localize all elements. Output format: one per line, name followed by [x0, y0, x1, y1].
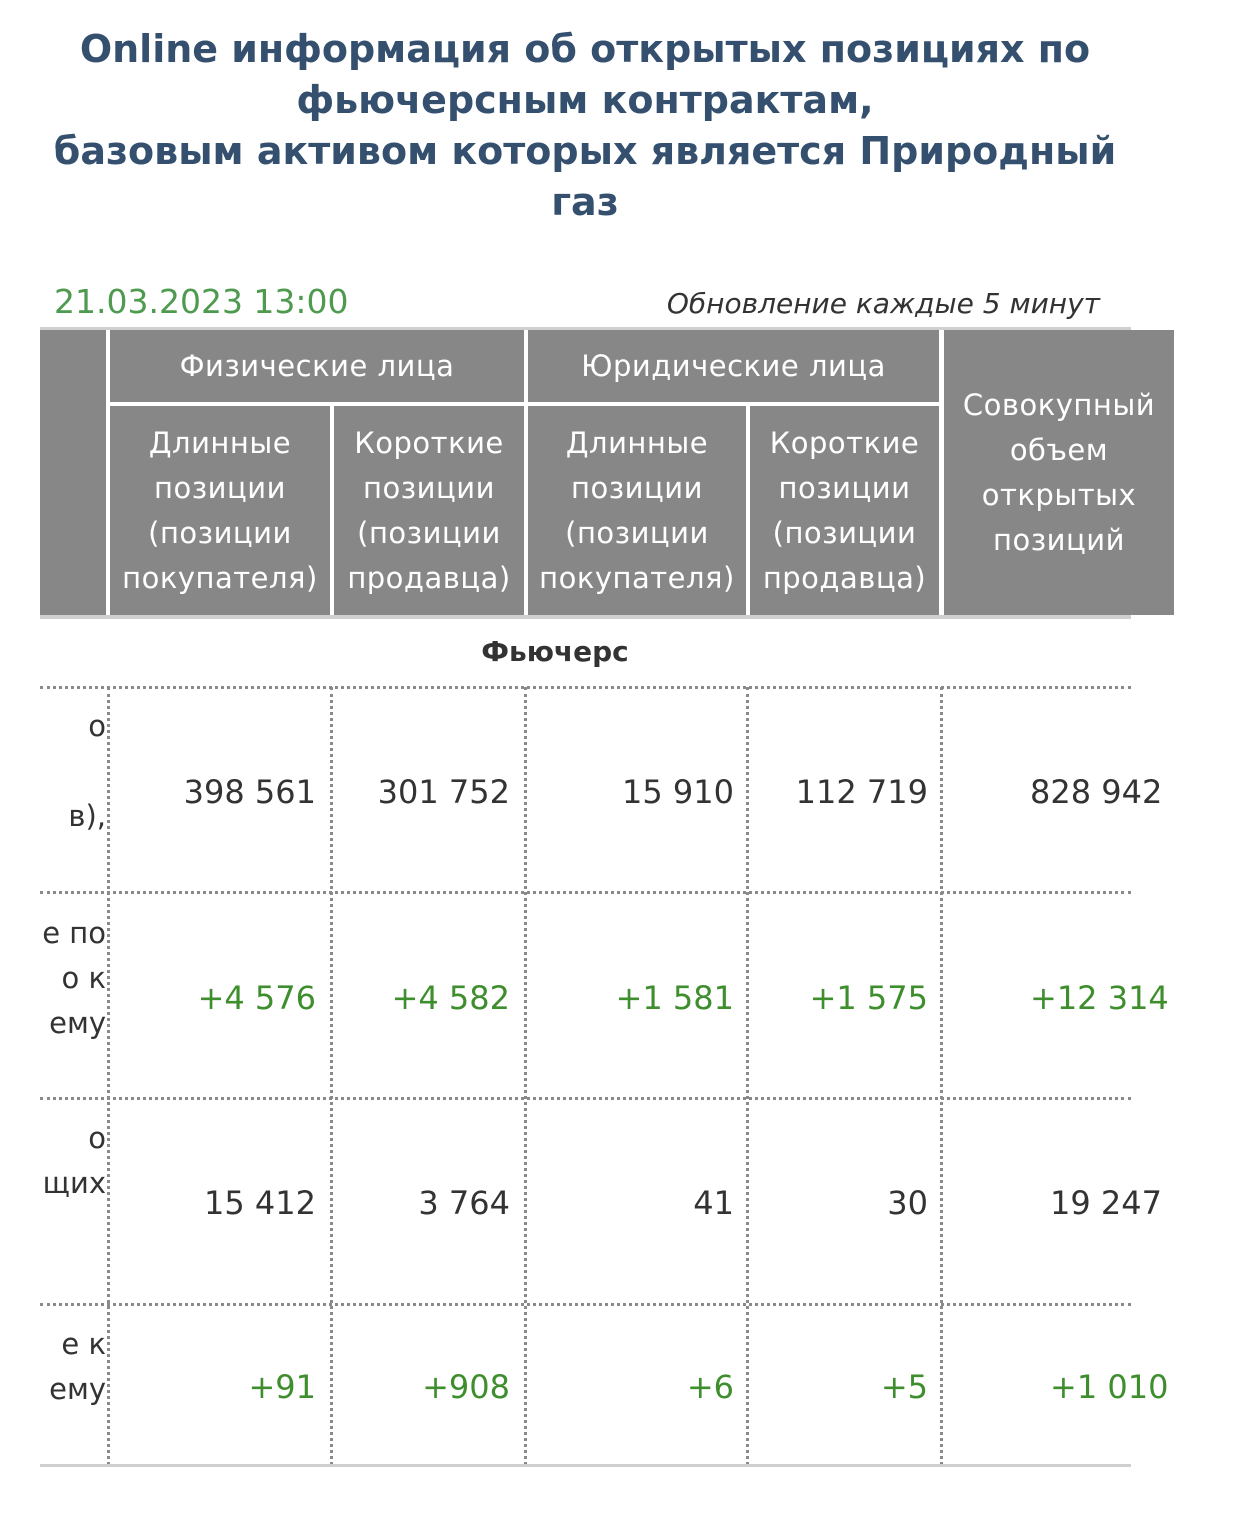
row1-total: 828 942 — [1030, 773, 1163, 811]
row2-individuals-long: +4 576 — [197, 979, 316, 1017]
row1-individuals-short: 301 752 — [377, 773, 510, 811]
header-long-line: покупателя) — [122, 560, 318, 595]
row2-individuals-short: +4 582 — [391, 979, 510, 1017]
section-label-futures: Фьючерс — [481, 635, 629, 668]
header-long-line: (позиции — [565, 515, 709, 550]
header-total-line: Совокупный — [962, 387, 1156, 422]
header-legal-long — [528, 406, 746, 615]
row-label-line: ему — [49, 1372, 106, 1406]
header-total-open-interest — [944, 330, 1174, 615]
row-label-line: о — [88, 1121, 106, 1155]
row3-individuals-long: 15 412 — [204, 1184, 316, 1222]
header-bottom-border — [40, 615, 1131, 619]
row-divider — [40, 686, 1131, 689]
header-individuals-long — [110, 406, 330, 615]
header-individuals-short — [334, 406, 524, 615]
header-short-line: продавца) — [762, 560, 927, 595]
row1-individuals-long: 398 561 — [183, 773, 316, 811]
header-short-line: позиции — [363, 470, 495, 505]
title-line-4: газ — [551, 180, 619, 224]
row4-legal-short: +5 — [880, 1368, 928, 1406]
header-total-line: объем — [1009, 432, 1109, 467]
header-group-individuals — [110, 330, 524, 402]
header-short-line: Короткие — [354, 425, 504, 460]
header-long-line: (позиции — [148, 515, 292, 550]
row2-total: +12 314 — [1030, 979, 1169, 1017]
row-label-open-interest — [40, 704, 106, 839]
row-label-line: щих — [42, 1166, 106, 1200]
row3-individuals-short: 3 764 — [418, 1184, 510, 1222]
header-total-line: открытых — [981, 477, 1137, 512]
row1-legal-long: 15 910 — [622, 773, 734, 811]
header-short-line: Короткие — [769, 425, 920, 460]
row2-legal-short: +1 575 — [809, 979, 928, 1017]
row-label-line: ему — [49, 1006, 106, 1040]
title-line-1: Online информация об открытых позициях по — [79, 27, 1091, 71]
header-short-line: (позиции — [772, 515, 917, 550]
row4-total: +1 010 — [1050, 1368, 1169, 1406]
column-divider — [940, 687, 943, 1465]
row1-legal-short: 112 719 — [795, 773, 928, 811]
row-label-line — [40, 749, 106, 794]
row-label-line: е по — [42, 916, 106, 950]
title-line-3: базовым активом которых является Природный — [53, 129, 1117, 173]
row-label-change-participants — [40, 1322, 106, 1412]
open-positions-table — [40, 327, 1169, 1487]
column-divider — [524, 687, 527, 1465]
header-long-line: позиции — [154, 470, 286, 505]
table-bottom-border — [40, 1464, 1131, 1467]
data-timestamp: 21.03.2023 13:00 — [54, 282, 349, 321]
header-legal-short — [750, 406, 939, 615]
row4-individuals-long: +91 — [248, 1368, 316, 1406]
header-group-legal — [528, 330, 939, 402]
title-line-2: фьючерсным контрактам, — [296, 78, 874, 122]
row3-legal-long: 41 — [693, 1184, 734, 1222]
row-divider — [40, 891, 1131, 894]
header-short-line: позиции — [778, 470, 911, 505]
row3-total: 19 247 — [1050, 1184, 1162, 1222]
header-long-line: позиции — [571, 470, 703, 505]
header-long-line: Длинные — [148, 425, 292, 460]
row4-individuals-short: +908 — [422, 1368, 510, 1406]
row-label-line: в), — [68, 799, 106, 833]
header-long-line: Длинные — [565, 425, 709, 460]
row-divider — [40, 1303, 1131, 1306]
header-row-label-cell — [40, 330, 106, 615]
header-group-individuals-label: Физические лица — [179, 348, 455, 383]
row-label-line: о — [88, 709, 106, 743]
row-label-line: о к — [61, 961, 106, 995]
page-title — [0, 24, 1170, 228]
row-label-change-open-interest — [40, 911, 106, 1046]
column-divider — [746, 687, 749, 1465]
header-group-legal-label: Юридические лица — [581, 348, 886, 383]
header-short-line: (позиции — [357, 515, 501, 550]
row4-legal-long: +6 — [686, 1368, 734, 1406]
row-label-participants — [40, 1116, 106, 1206]
column-divider — [330, 687, 333, 1465]
header-total-line: позиций — [993, 522, 1125, 557]
update-frequency-note: Обновление каждые 5 минут — [666, 287, 1100, 320]
header-long-line: покупателя) — [539, 560, 735, 595]
row3-legal-short: 30 — [887, 1184, 928, 1222]
row-divider — [40, 1097, 1131, 1100]
row2-legal-long: +1 581 — [615, 979, 734, 1017]
header-short-line: продавца) — [347, 560, 511, 595]
row-label-line: е к — [61, 1327, 106, 1361]
